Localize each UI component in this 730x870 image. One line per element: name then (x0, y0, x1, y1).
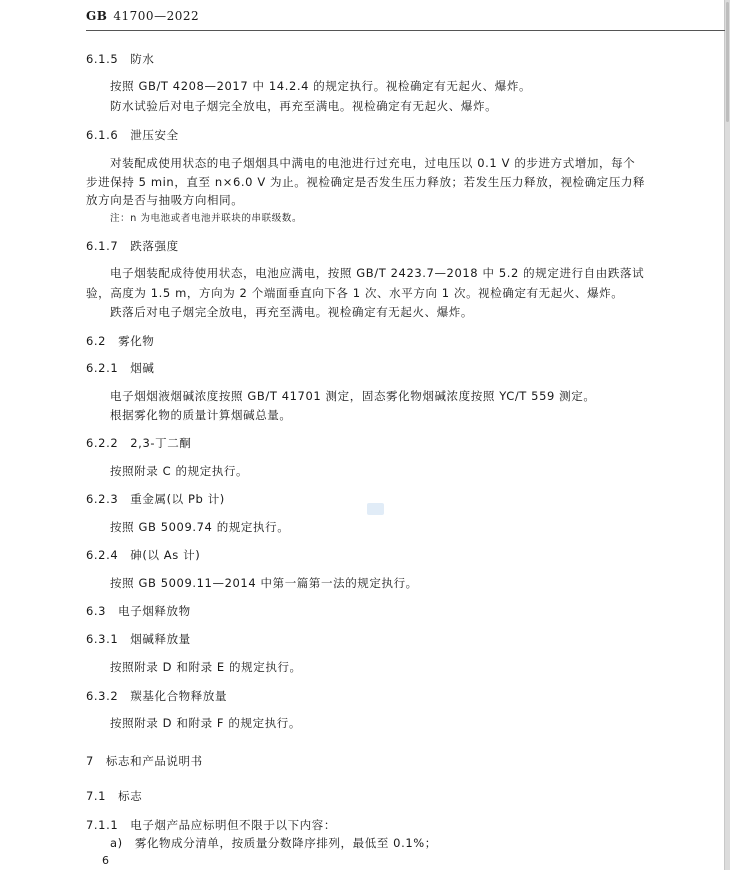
section-title: 羰基化合物释放量 (130, 689, 228, 703)
section-title: 电子烟释放物 (118, 604, 191, 618)
paragraph: 按照 GB 5009.74 的规定执行。 (110, 520, 290, 534)
heading-6-1-7 (86, 239, 179, 253)
section-number: 6.3 (86, 604, 107, 618)
paragraph: 电子烟装配成待使用状态，电池应满电，按照 GB/T 2423.7—2018 中 5.2 的规定进行自由跌落试 (110, 266, 645, 280)
paragraph: 按照附录 D 和附录 E 的规定执行。 (110, 660, 302, 674)
section-title: 烟碱释放量 (130, 632, 191, 646)
section-title: 泄压安全 (130, 128, 179, 142)
section-number: 7.1 (86, 789, 107, 803)
header-rule (86, 30, 725, 31)
section-number: 6.3.2 (86, 689, 119, 703)
section-title: 标志 (118, 789, 143, 803)
note: 注：n 为电池或者电池并联块的串联级数。 (110, 213, 303, 224)
heading-7 (86, 754, 203, 768)
standard-header (86, 9, 199, 23)
heading-6-3 (86, 604, 191, 618)
heading-6-1-5 (86, 52, 154, 66)
heading-6-3-2 (86, 689, 227, 703)
page-number: 6 (102, 854, 109, 867)
heading-6-2-1 (86, 361, 154, 375)
paragraph: 按照附录 C 的规定执行。 (110, 464, 249, 478)
section-number: 6.2 (86, 334, 107, 348)
section-number: 6.3.1 (86, 632, 119, 646)
paragraph: 防水试验后对电子烟完全放电，再充至满电。视检确定有无起火、爆炸。 (110, 99, 498, 113)
section-number: 6.1.6 (86, 128, 119, 142)
section-number: 6.2.2 (86, 436, 119, 450)
paragraph: 跌落后对电子烟完全放电，再充至满电。视检确定有无起火、爆炸。 (110, 305, 473, 319)
section-number: 6.1.5 (86, 52, 119, 66)
section-title: 雾化物 (118, 334, 155, 348)
header-code: 41700—2022 (113, 9, 200, 23)
paragraph-continuation: 放方向是否与抽吸方向相同。 (86, 193, 244, 207)
section-number: 6.2.1 (86, 361, 119, 375)
section-title: 烟碱 (130, 361, 155, 375)
watermark-mark (367, 503, 384, 515)
section-title: 2,3-丁二酮 (130, 436, 192, 450)
heading-6-2-3 (86, 492, 225, 506)
section-number: 7 (86, 754, 94, 768)
heading-7-1 (86, 789, 142, 803)
heading-6-1-6 (86, 128, 179, 142)
paragraph-continuation: 验，高度为 1.5 m，方向为 2 个端面垂直向下各 1 次、水平方向 1 次。视检确定有无起火、爆炸。 (86, 286, 624, 300)
scrollbar[interactable] (725, 0, 730, 870)
heading-6-2-4 (86, 548, 200, 562)
section-title: 砷(以 As 计) (130, 548, 201, 562)
list-item-a: a) 雾化物成分清单，按质量分数降序排列，最低至 0.1%； (110, 836, 437, 850)
section-number: 6.2.4 (86, 548, 119, 562)
heading-6-2-2 (86, 436, 191, 450)
scrollbar-thumb[interactable] (726, 2, 729, 122)
heading-6-2 (86, 334, 154, 348)
paragraph-continuation: 步进保持 5 min，直至 n×6.0 V 为止。视检确定是否发生压力释放；若发生压力释放，视检确定压力释 (86, 175, 646, 189)
section-number: 6.1.7 (86, 239, 119, 253)
section-number: 6.2.3 (86, 492, 119, 506)
section-title: 电子烟产品应标明但不限于以下内容： (130, 818, 336, 832)
section-title: 防水 (130, 52, 155, 66)
section-title: 跌落强度 (130, 239, 179, 253)
paragraph: 按照 GB/T 4208—2017 中 14.2.4 的规定执行。视检确定有无起火、爆炸。 (110, 79, 532, 93)
paragraph: 按照 GB 5009.11—2014 中第一篇第一法的规定执行。 (110, 576, 418, 590)
section-title: 重金属(以 Pb 计) (130, 492, 225, 506)
section-title: 标志和产品说明书 (105, 754, 203, 768)
header-gb: GB (86, 9, 108, 23)
section-number: 7.1.1 (86, 818, 119, 832)
paragraph: 对装配成使用状态的电子烟烟具中满电的电池进行过充电，过电压以 0.1 V 的步进方式增加，每个 (110, 156, 636, 170)
heading-7-1-1 (86, 818, 336, 832)
paragraph: 根据雾化物的质量计算烟碱总量。 (110, 408, 292, 422)
heading-6-3-1 (86, 632, 191, 646)
paragraph: 电子烟烟液烟碱浓度按照 GB/T 41701 测定，固态雾化物烟碱浓度按照 YC/T 559 测定。 (110, 389, 596, 403)
paragraph: 按照附录 D 和附录 F 的规定执行。 (110, 716, 301, 730)
